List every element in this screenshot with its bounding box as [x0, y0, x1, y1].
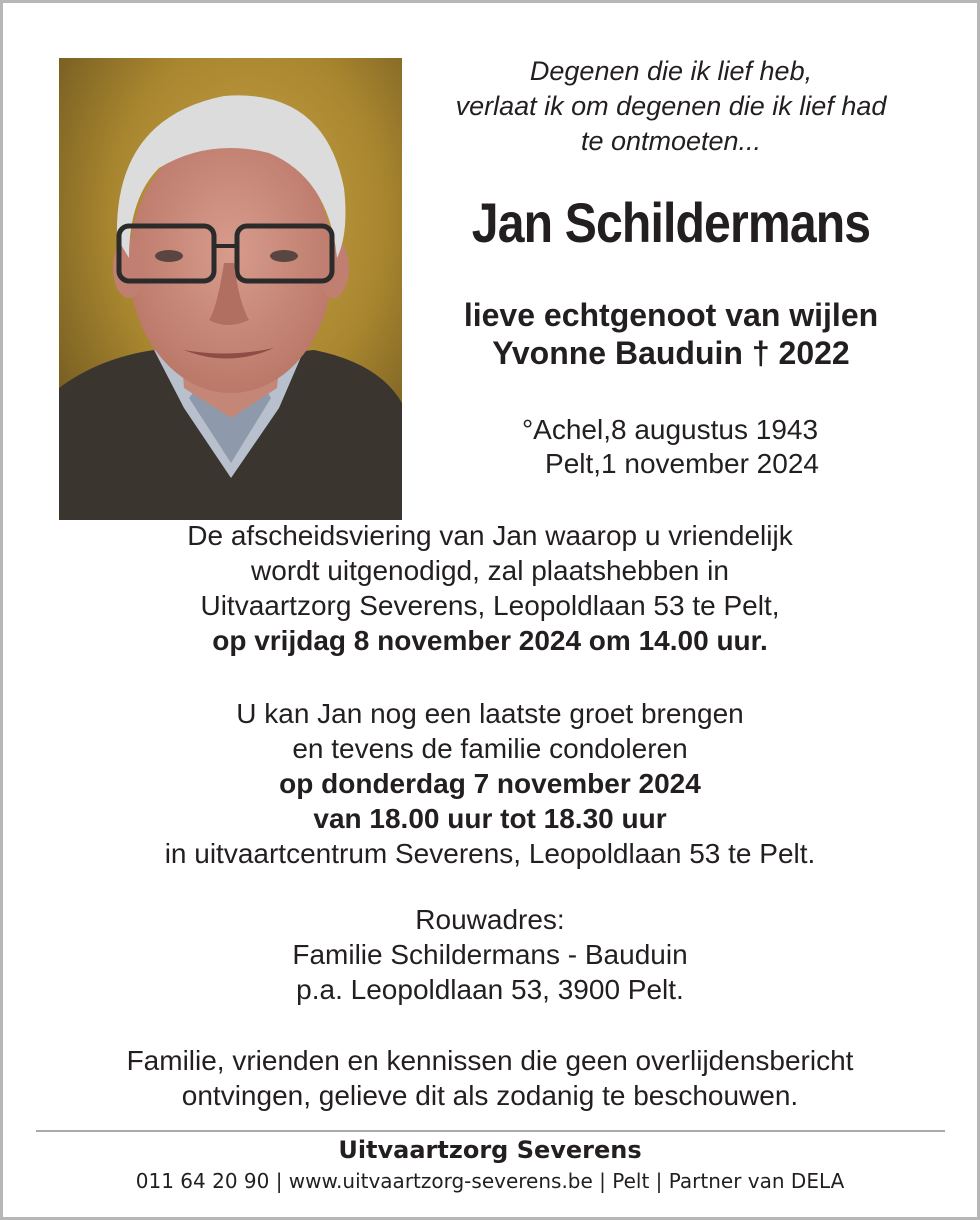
deceased-name: Jan Schildermans	[471, 191, 871, 254]
notice-text	[40, 1043, 940, 1113]
death-date: Pelt,1 november 2024	[545, 448, 819, 479]
spouse-info	[410, 296, 932, 372]
mourning-address	[40, 902, 940, 1007]
funeral-home-contact: 011 64 20 90 | www.uitvaartzorg-severens.be | Pelt | Partner van DELA	[135, 1169, 845, 1193]
address-line: p.a. Leopoldlaan 53, 3900 Pelt.	[296, 974, 684, 1005]
funeral-home-name: Uitvaartzorg Severens	[338, 1136, 642, 1164]
footer-divider	[36, 1130, 945, 1132]
visitation-line: en tevens de familie condoleren	[292, 733, 688, 764]
notice-line: Familie, vrienden en kennissen die geen overlijdensbericht	[126, 1045, 854, 1076]
notice-line: ontvingen, gelieve dit als zodanig te beschouwen.	[181, 1080, 799, 1111]
quote-line: Degenen die ik lief heb,	[529, 56, 813, 86]
quote-line: verlaat ik om degenen die ik lief had	[455, 91, 887, 121]
portrait-photo	[59, 58, 402, 520]
ceremony-line: De afscheidsviering van Jan waarop u vriendelijk	[187, 520, 793, 551]
ceremony-info	[40, 518, 940, 658]
visitation-date: op donderdag 7 november 2024	[279, 768, 701, 799]
visitation-location: in uitvaartcentrum Severens, Leopoldlaan 53 te Pelt.	[164, 838, 816, 869]
ceremony-line: Uitvaartzorg Severens, Leopoldlaan 53 te Pelt,	[200, 590, 780, 621]
ceremony-datetime: op vrijdag 8 november 2024 om 14.00 uur.	[212, 625, 768, 656]
visitation-info	[40, 696, 940, 871]
visitation-time: van 18.00 uur tot 18.30 uur	[313, 803, 667, 834]
address-label: Rouwadres:	[415, 904, 565, 935]
ceremony-line: wordt uitgenodigd, zal plaatshebben in	[251, 555, 729, 586]
memorial-quote	[410, 54, 932, 159]
visitation-line: U kan Jan nog een laatste groet brengen	[236, 698, 744, 729]
spouse-line: lieve echtgenoot van wijlen	[463, 297, 879, 333]
birth-date: °Achel,8 augustus 1943	[521, 414, 819, 445]
spouse-line: Yvonne Bauduin † 2022	[492, 335, 850, 371]
address-line: Familie Schildermans - Bauduin	[292, 939, 688, 970]
life-dates	[490, 413, 850, 481]
quote-line: te ontmoeten...	[580, 126, 762, 156]
